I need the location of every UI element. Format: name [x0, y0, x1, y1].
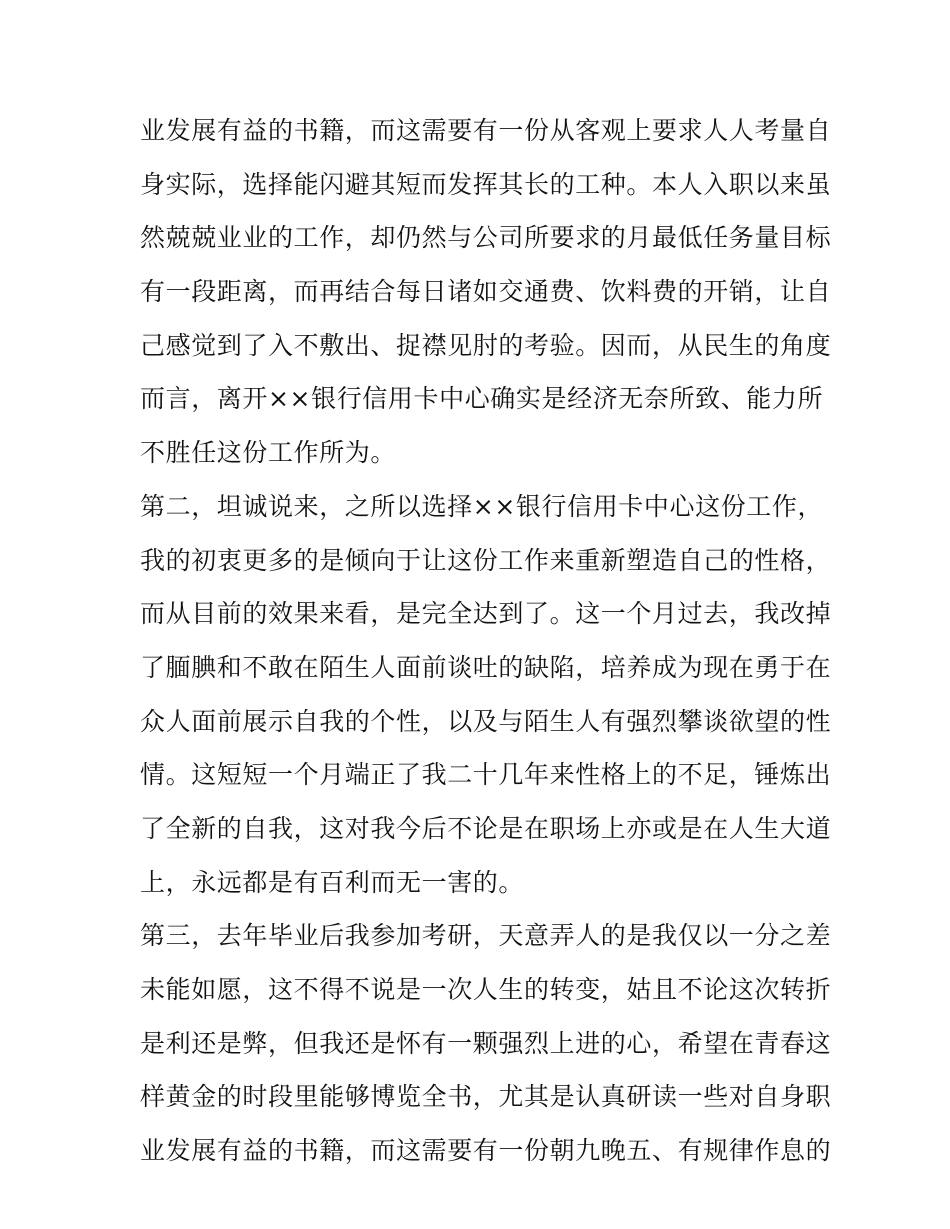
text-line: 有一段距离，而再结合每日诸如交通费、饮料费的开销，让自	[140, 277, 832, 307]
text-line: 众人面前展示自我的个性，以及与陌生人有强烈攀谈欲望的性	[140, 706, 832, 736]
text-line: 未能如愿，这不得不说是一次人生的转变，姑且不论这次转折	[140, 975, 832, 1004]
text-line: 样黄金的时段里能够博览全书，尤其是认真研读一些对自身职	[140, 1082, 832, 1112]
text-line: 然兢兢业业的工作，却仍然与公司所要求的月最低任务量目标	[140, 223, 832, 253]
text-line: 了腼腆和不敢在陌生人面前谈吐的缺陷，培养成为现在勇于在	[140, 652, 832, 682]
text-line: 业发展有益的书籍，而这需要有一份从客观上要求人人考量自	[140, 116, 832, 145]
text-line: 业发展有益的书籍，而这需要有一份朝九晚五、有规律作息的	[140, 1136, 832, 1166]
text-line: 不胜任这份工作所为。	[140, 438, 397, 468]
text-line: 我的初衷更多的是倾向于让这份工作来重新塑造自己的性格，	[140, 545, 832, 575]
body-text	[140, 104, 830, 1178]
text-line: 己感觉到了入不敷出、捉襟见肘的考验。因而，从民生的角度	[140, 330, 832, 360]
text-line: 情。这短短一个月端正了我二十几年来性格上的不足，锤炼出	[140, 760, 832, 790]
text-line: 而言，离开××银行信用卡中心确实是经济无奈所致、能力所	[140, 384, 824, 414]
text-line: 了全新的自我，这对我今后不论是在职场上亦或是在人生大道	[140, 813, 832, 843]
text-line: 是利还是弊，但我还是怀有一颗强烈上进的心，希望在青春这	[140, 1028, 832, 1058]
text-line: 身实际，选择能闪避其短而发挥其长的工种。本人入职以来虽	[140, 169, 832, 199]
text-line: 第三，去年毕业后我参加考研，天意弄人的是我仅以一分之差	[140, 921, 832, 951]
text-line: 而从目前的效果来看，是完全达到了。这一个月过去，我改掉	[140, 599, 832, 629]
text-line: 上，永远都是有百利而无一害的。	[140, 867, 525, 897]
text-line: 第二，坦诚说来，之所以选择××银行信用卡中心这份工作，	[140, 491, 824, 521]
